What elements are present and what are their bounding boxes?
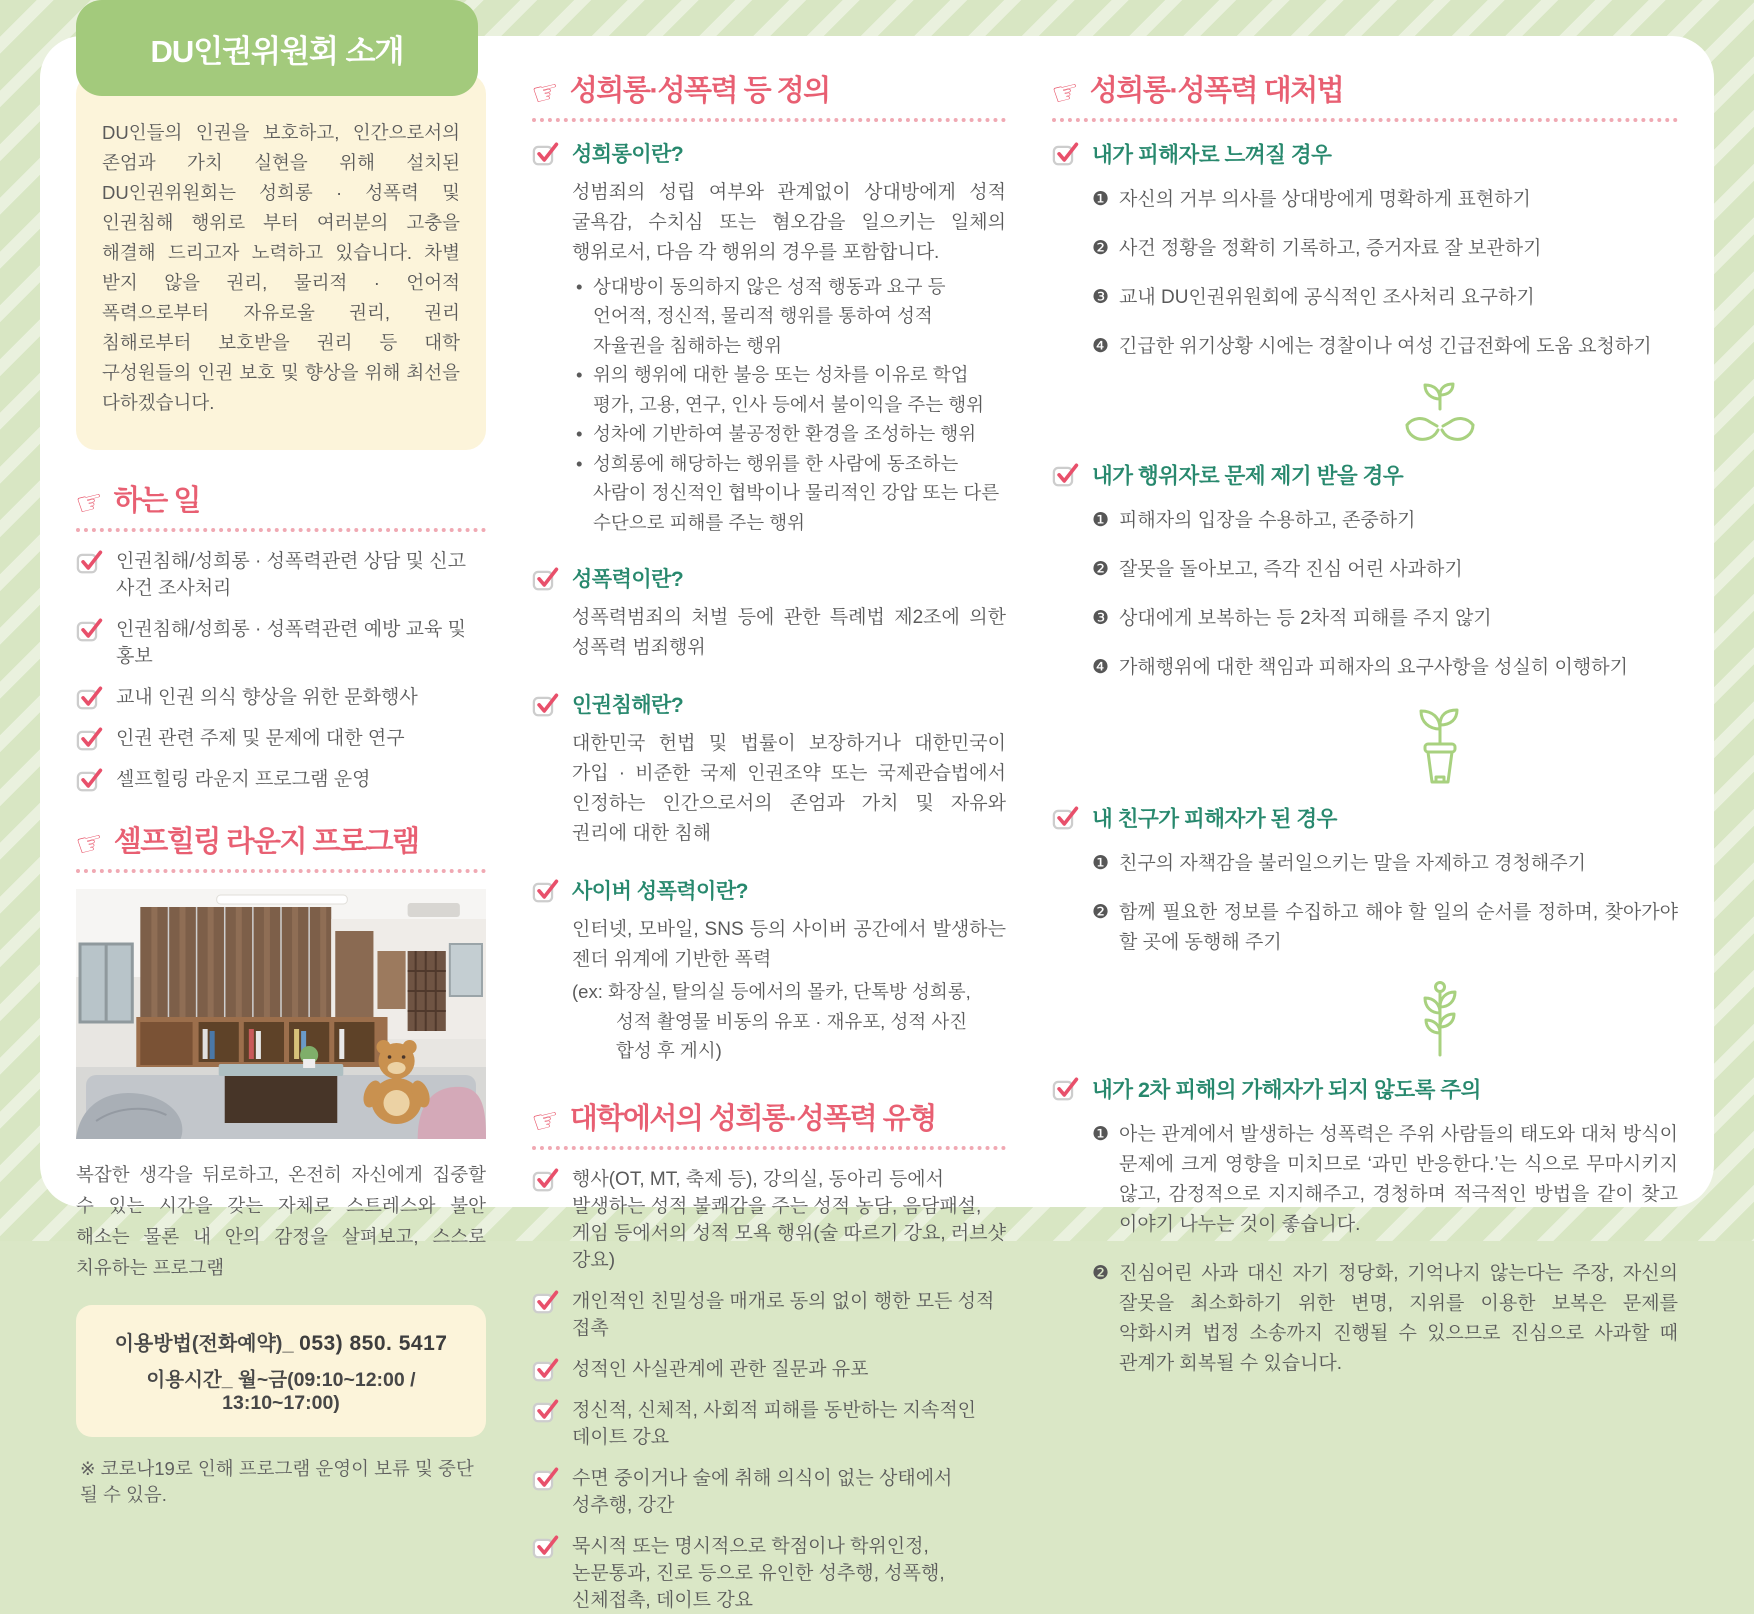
type-item [532,1465,1006,1519]
step-number-icon: ❷ [1092,901,1110,923]
definition-block [532,689,1006,849]
coping-section [1052,1073,1678,1379]
potted-plant-icon [1411,702,1469,788]
coping-section [1052,802,1678,1059]
definition-title-row [532,689,1006,719]
step-item [1092,849,1678,879]
definition-bullet: • 위의 행위에 대한 불응 또는 성차를 이유로 학업 평가, 고용, 연구, 인사 등에서 불이익을 주는 행위 [576,360,1006,419]
type-item [532,1288,1006,1342]
step-text: 가해행위에 대한 책임과 피해자의 요구사항을 성실히 이행하기 [1119,656,1628,678]
definition-block [532,875,1006,1066]
step-number-icon: ❷ [1092,558,1110,580]
step-number-icon: ❹ [1092,656,1110,678]
section-title-tasks: 하는 일 [113,485,200,517]
intro-text: DU인들의 인권을 보호하고, 인간으로서의 존엄과 가치 실현을 위해 설치된 DU인권위원회는 성희롱 · 성폭력 및 인권침해 행위로 부터 여러분의 고충을 해결해 드리고자 노력하고 있습니다. 차별 받지 않을 권리, 물리적 · 언어적 폭력으로부터 자유로울 권리, 권리 침해로부터 보호받을 권리 등 대학 구성원들의 인권 보호 및 향상을 위해 최선을 다하겠습니다. [102,122,460,413]
type-item [532,1166,1006,1274]
checkbox-icon [1052,140,1080,166]
step-number-icon: ❶ [1092,509,1110,531]
contact-phone-number: 053) 850. 5417 [299,1331,448,1355]
step-text: 긴급한 위기상황 시에는 경찰이나 여성 긴급전화에 도움 요청하기 [1119,335,1652,357]
section-header-definitions [532,76,1006,122]
task-item [76,725,486,752]
definition-block [532,138,1006,538]
definition-body: 성범죄의 성립 여부와 관계없이 상대방에게 성적 굴욕감, 수치심 또는 혐오감을 일으키는 일체의 행위로서, 다음 각 행위의 경우를 포함합니다. [572,181,1006,263]
step-number-icon: ❶ [1092,188,1110,210]
sprout-icon [1412,977,1468,1059]
checkbox-icon [532,565,560,591]
step-text: 상대에게 보복하는 등 2차적 피해를 주지 않기 [1119,607,1492,629]
coping-title-row [1052,802,1678,833]
pointing-hand-icon [529,1102,563,1139]
definition-block [532,563,1006,663]
checkbox-icon [532,1356,560,1382]
definition-title-row [532,138,1006,168]
tasks-list [76,548,486,793]
contact-method-label: 이용방법(전화예약)_ [114,1332,294,1355]
steps-list [1092,1120,1678,1379]
checkbox-icon [532,1288,560,1314]
check-item-text: 인권 관련 주제 및 문제에 대한 연구 [116,727,405,749]
section-header-lounge [76,827,486,873]
contact-line-2: 이용시간_ 월~금(09:10~12:00 / 13:10~17:00) [146,1368,416,1414]
lounge-photo-illustration [76,889,486,1139]
contact-line-1 [86,1327,476,1356]
step-number-icon: ❸ [1092,607,1110,629]
step-text: 사건 정황을 정확히 기록하고, 증거자료 잘 보관하기 [1119,237,1542,259]
coping-title-row [1052,138,1678,169]
step-item [1092,653,1678,683]
task-item [76,766,486,793]
page-title-text: DU인권위원회 소개 [150,33,404,69]
steps-list [1092,185,1678,362]
hands-plant-icon [1403,381,1477,445]
definition-bullet: • 상대방이 동의하지 않은 성적 행동과 요구 등 언어적, 정신적, 물리적 행위를 통하여 성적 자율권을 침해하는 행위 [576,272,1006,361]
checkbox-icon [76,684,104,710]
coping-title-row [1052,1073,1678,1104]
section-divider-icon [1052,381,1678,445]
check-item-text: 묵시적 또는 명시적으로 학점이나 학위인정, 논문통과, 진로 등으로 유인한 성추행, 성폭행, 신체접촉, 데이트 강요 [572,1535,945,1611]
step-text: 친구의 자책감을 불러일으키는 말을 자제하고 경청해주기 [1119,852,1586,874]
checkbox-icon [532,691,560,717]
lounge-photo [76,889,486,1139]
steps-list [1092,849,1678,958]
coping-title: 내 친구가 피해자가 된 경우 [1092,806,1337,831]
coping-section [1052,138,1678,445]
checkbox-icon [532,1533,560,1559]
coping-title: 내가 피해자로 느껴질 경우 [1092,142,1332,167]
section-divider-icon [1052,702,1678,788]
task-item [76,616,486,670]
definition-body: 인터넷, 모바일, SNS 등의 사이버 공간에서 발생하는 젠더 위계에 기반한 폭력 [572,919,1006,971]
task-item [76,684,486,711]
check-item-text: 행사(OT, MT, 축제 등), 강의실, 동아리 등에서 발생하는 성적 불쾌감을 주는 성적 농담, 음담패설, 게임 등에서의 성적 모욕 행위(술 따르기 강요, 러브샷 강요) [572,1168,1006,1271]
pointing-hand-icon [73,484,107,521]
checkbox-icon [76,548,104,574]
definition-title-row [532,875,1006,905]
check-item-text: 교내 인권 의식 향상을 위한 문화행사 [116,686,418,708]
type-item [532,1356,1006,1383]
step-item [1092,332,1678,362]
step-item [1092,898,1678,958]
step-item [1092,555,1678,585]
checkbox-icon [532,1397,560,1423]
brochure-card [40,33,1714,1611]
definition-body: 성폭력범죄의 처벌 등에 관한 특례법 제2조에 의한 성폭력 범죄행위 [572,607,1006,659]
step-item [1092,234,1678,264]
lounge-description: 복잡한 생각을 뒤로하고, 온전히 자신에게 집중할 수 있는 시간을 갖는 자체로 스트레스와 불안 해소는 물론 내 안의 감정을 살펴보고, 스스로 치유하는 프로그램 [76,1163,486,1278]
step-number-icon: ❹ [1092,335,1110,357]
check-item-text: 인권침해/성희롱 · 성폭력관련 상담 및 신고 사건 조사처리 [116,550,467,599]
type-item [532,1533,1006,1614]
pointing-hand-icon [73,825,107,862]
section-header-tasks [76,486,486,532]
check-item-text: 개인적인 친밀성을 매개로 동의 없이 행한 모든 성적 접촉 [572,1290,995,1339]
coping-sections [1052,138,1678,1379]
definition-title: 성폭력이란? [572,568,684,592]
checkbox-icon [1052,1075,1080,1101]
checkbox-icon [532,877,560,903]
step-text: 잘못을 돌아보고, 즉각 진심 어린 사과하기 [1119,558,1463,580]
page-title [76,0,478,96]
checkbox-icon [76,616,104,642]
checkbox-icon [532,1465,560,1491]
checkbox-icon [1052,804,1080,830]
definition-bullets [576,272,1006,538]
step-item [1092,1259,1678,1379]
check-item-text: 셀프힐링 라운지 프로그램 운영 [116,768,371,790]
types-list [532,1166,1006,1614]
pointing-hand-icon [529,74,563,111]
definition-title: 성희롱이란? [572,142,684,166]
step-item [1092,1120,1678,1240]
step-item [1092,283,1678,313]
checkbox-icon [1052,461,1080,487]
task-item [76,548,486,602]
section-title-definitions: 성희롱·성폭력 등 정의 [569,75,830,107]
check-item-text: 성적인 사실관계에 관한 질문과 유포 [572,1358,869,1380]
left-column [76,33,486,1505]
step-text: 진심어린 사과 대신 자기 정당화, 기억나지 않는다는 주장, 자신의 잘못을 최소화하기 위한 변명, 지위를 이용한 보복은 문제를 악화시켜 법정 소송까지 진행될 수 있으므로 진심으로 사과할 때 관계가 회복될 수 있습니다. [1119,1262,1678,1374]
covid-note: ※ 코로나19로 인해 프로그램 운영이 보류 및 중단될 수 있음. [80,1457,474,1505]
check-item-text: 인권침해/성희롱 · 성폭력관련 예방 교육 및 홍보 [116,618,467,667]
section-header-types [532,1104,1006,1150]
checkbox-icon [532,140,560,166]
step-number-icon: ❶ [1092,852,1110,874]
step-item [1092,185,1678,215]
middle-column [532,75,1006,1611]
section-title-lounge: 셀프힐링 라운지 프로그램 [113,825,419,858]
coping-title-row [1052,459,1678,490]
step-number-icon: ❸ [1092,286,1110,308]
checkbox-icon [76,766,104,792]
section-header-coping [1052,76,1678,122]
check-item-text: 정신적, 신체적, 사회적 피해를 동반하는 지속적인 데이트 강요 [572,1399,977,1448]
definition-body: 대한민국 헌법 및 법률이 보장하거나 대한민국이 가입 · 비준한 국제 인권조약 또는 국제관습법에서 인정하는 인간으로서의 존엄과 가치 및 자유와 권리에 대한 침해 [572,733,1006,845]
checkbox-icon [532,1166,560,1192]
step-item [1092,506,1678,536]
step-text: 교내 DU인권위원회에 공식적인 조사처리 요구하기 [1119,286,1535,308]
checkbox-icon [76,725,104,751]
definition-bullet: • 성희롱에 해당하는 행위를 한 사람에 동조하는 사람이 정신적인 협박이나 물리적인 강압 또는 다른 수단으로 피해를 주는 행위 [576,449,1006,538]
check-item-text: 수면 중이거나 술에 취해 의식이 없는 상태에서 성추행, 강간 [572,1467,953,1516]
intro-box [76,74,486,450]
step-text: 피해자의 입장을 수용하고, 존중하기 [1119,509,1416,531]
step-text: 함께 필요한 정보를 수집하고 해야 할 일의 순서를 정하며, 찾아가야 할 곳에 동행해 주기 [1119,901,1678,953]
section-title-types: 대학에서의 성희롱·성폭력 유형 [569,1102,936,1135]
columns [40,33,1714,1611]
steps-list [1092,506,1678,683]
coping-section [1052,459,1678,788]
step-text: 자신의 거부 의사를 상대방에게 명확하게 표현하기 [1119,188,1531,210]
step-number-icon: ❷ [1092,237,1110,259]
definition-title: 인권침해란? [572,694,684,718]
section-divider-icon [1052,977,1678,1059]
step-number-icon: ❶ [1092,1123,1110,1145]
definitions-list [532,138,1006,1066]
right-column [1052,75,1678,1374]
step-number-icon: ❷ [1092,1262,1110,1284]
type-item [532,1397,1006,1451]
coping-title: 내가 행위자로 문제 제기 받을 경우 [1092,463,1404,488]
definition-bullet: • 성차에 기반하여 불공정한 환경을 조성하는 행위 [576,419,1006,449]
step-text: 아는 관계에서 발생하는 성폭력은 주위 사람들의 태도와 대처 방식이 문제에 크게 영향을 미치므로 ‘과민 반응한다.’는 식으로 무마시키지 않고, 감정적으로 지지해주고, 경청하며 적극적인 방법을 같이 찾고 이야기 나누는 것이 좋습니다. [1119,1123,1678,1235]
definition-title-row [532,563,1006,593]
pointing-hand-icon [1049,74,1083,111]
definition-title: 사이버 성폭력이란? [572,880,748,904]
coping-title: 내가 2차 피해의 가해자가 되지 않도록 주의 [1092,1077,1481,1102]
section-title-coping: 성희롱·성폭력 대처법 [1089,75,1344,107]
definition-example: (ex: 화장실, 탈의실 등에서의 몰카, 단톡방 성희롱, 성적 촬영물 비동의 유포 · 재유포, 성적 사진 합성 후 게시) [572,981,971,1062]
contact-box [76,1305,486,1437]
step-item [1092,604,1678,634]
